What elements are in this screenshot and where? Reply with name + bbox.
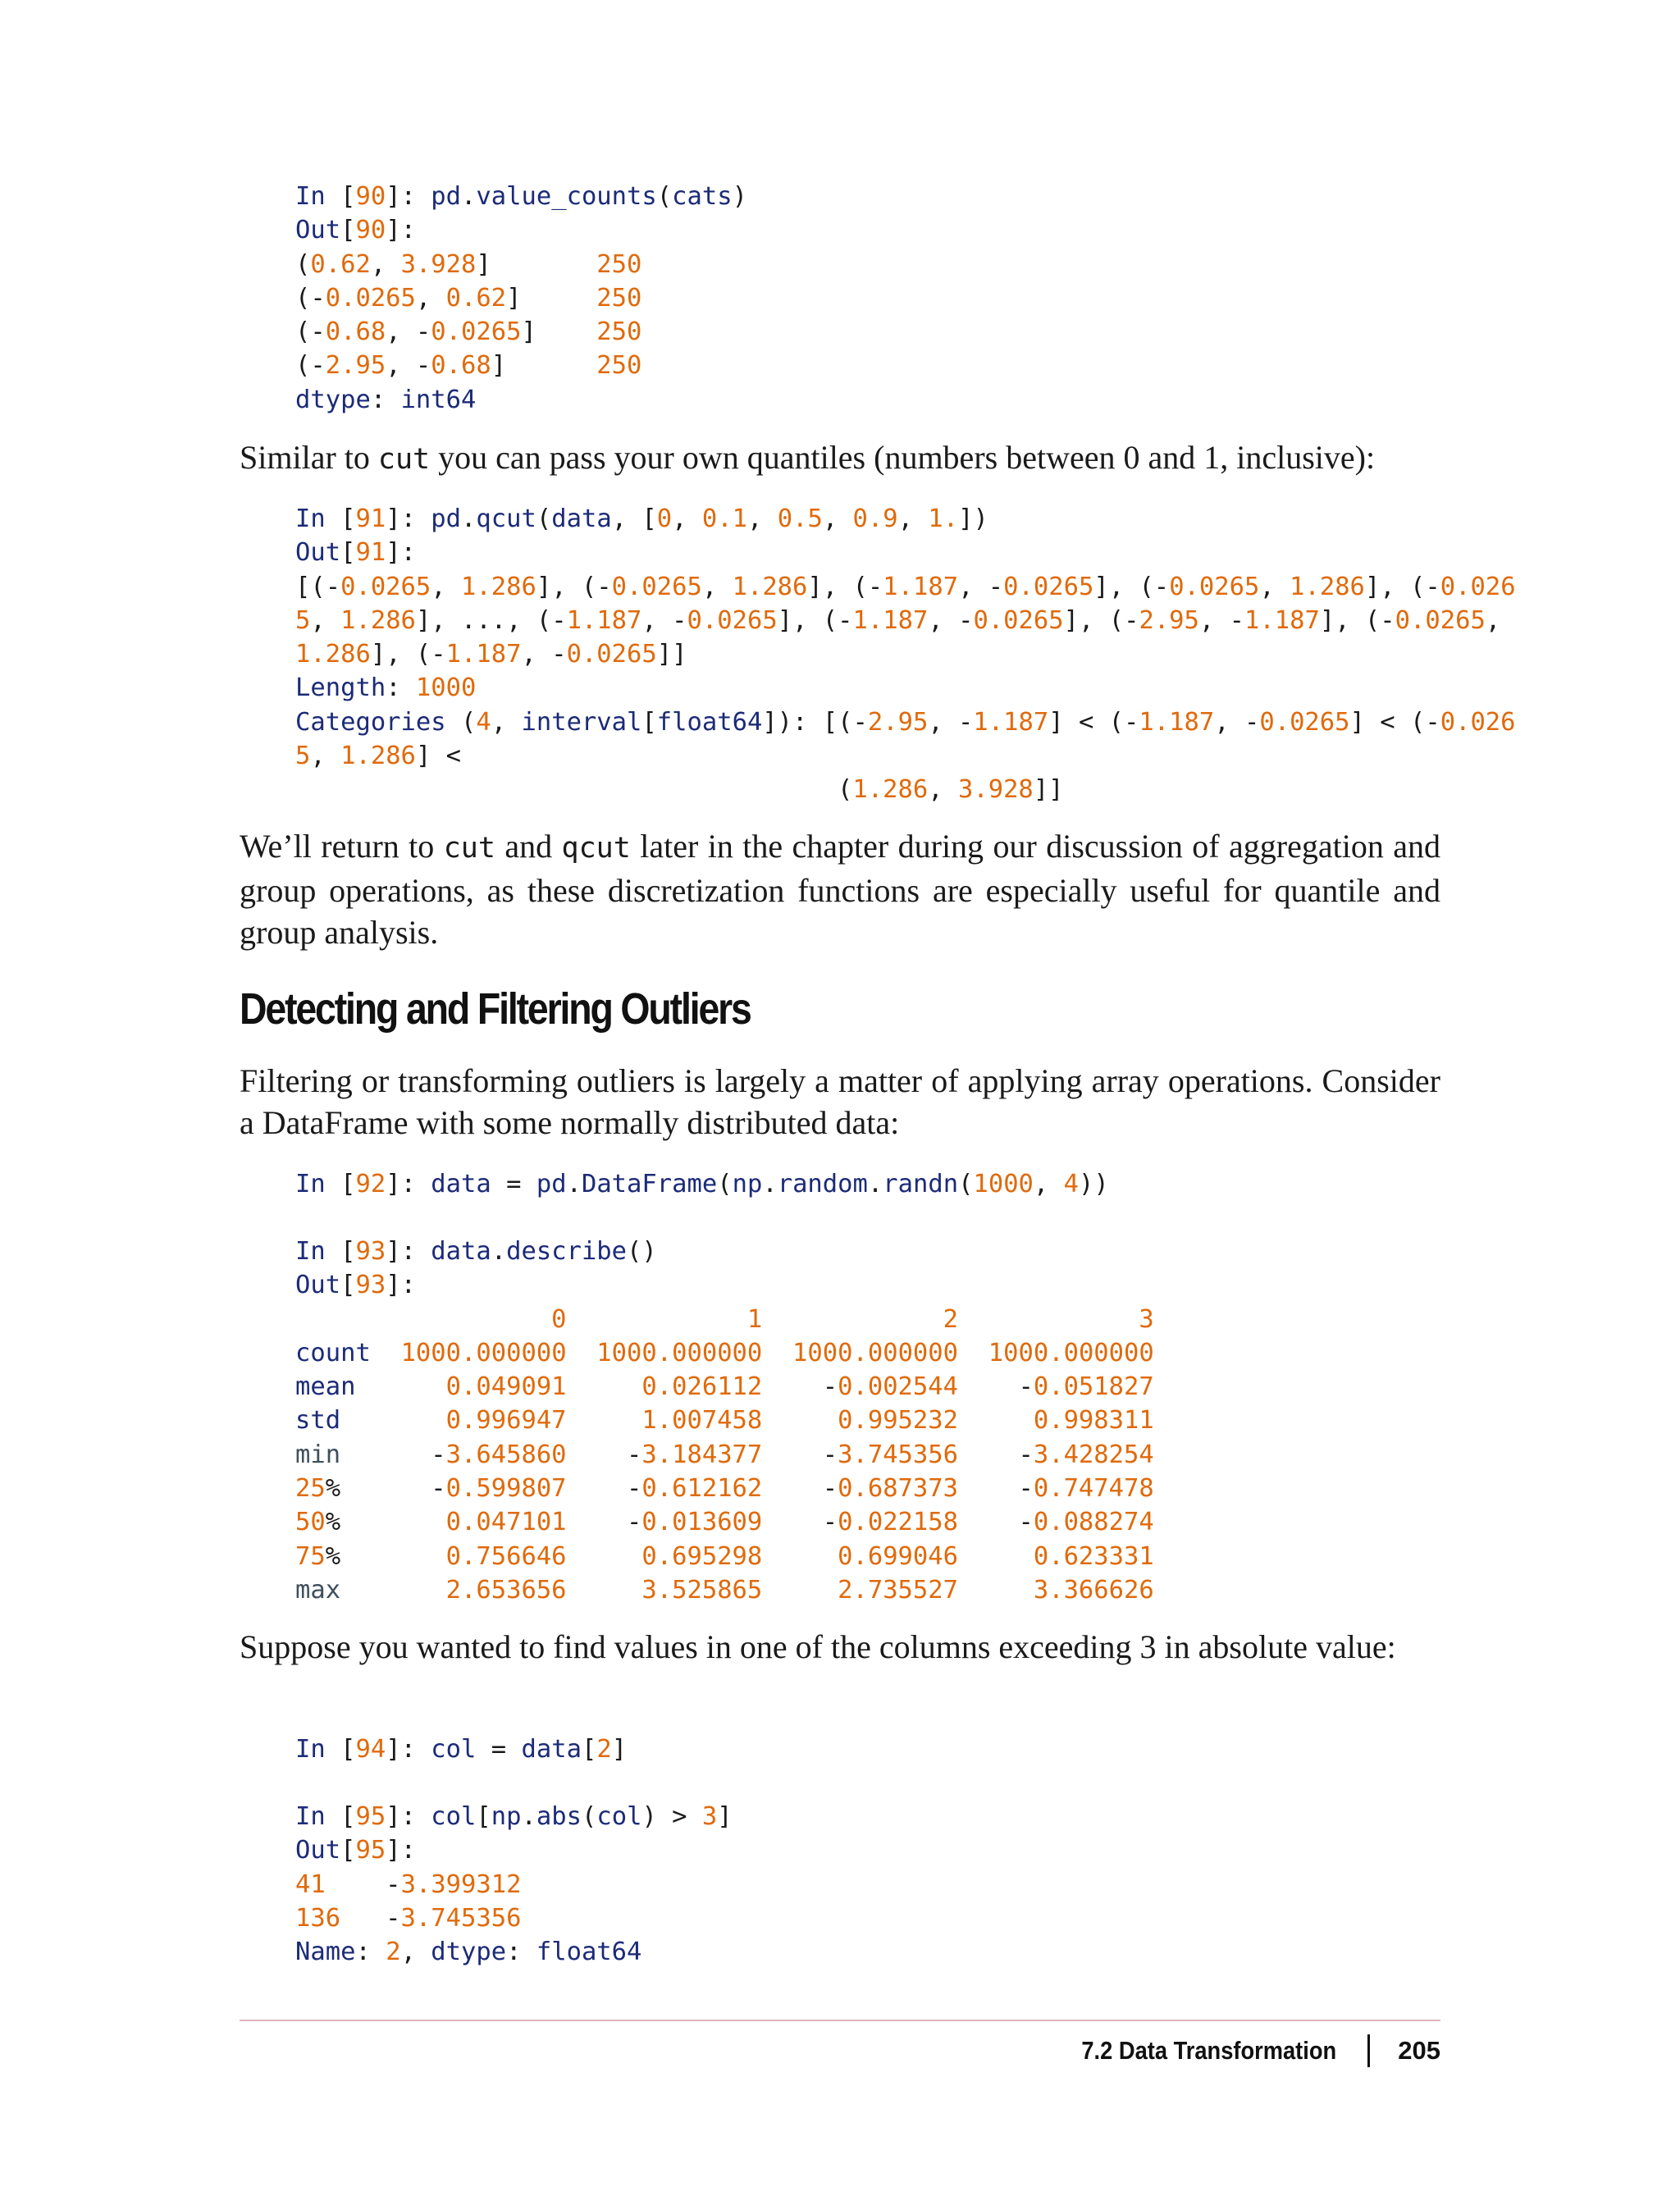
code-block: In [94]: col = data[2] (295, 1735, 628, 1764)
footer-section-title: 7.2 Data Transformation (1081, 2036, 1337, 2065)
inline-code: cut (377, 443, 431, 476)
paragraph: Suppose you wanted to find values in one of the columns exceeding 3 in absolute value: (240, 1628, 1396, 1665)
paragraph: We’ll return to cut and qcut later in the chapter during our discussion of aggregation and group operations, as these discretization functions are especially useful for quantile and group analysis. (240, 828, 1441, 951)
section-heading: Detecting and Filtering Outliers (240, 984, 751, 1034)
footer-divider (240, 2020, 1440, 2021)
code-block: In [95]: col[np.abs(col) > 3] Out[95]: 41 -3.399312 136 -3.745356 Name: 2, dtype: float64 (295, 1802, 733, 1967)
page-footer (1047, 2028, 1440, 2074)
code-block: In [93]: data.describe() Out[93]: 0 1 2 3 count 1000.000000 1000.000000 1000.000000 1000.000000 mean 0.049091 0.026112 -0.002544 -0.051827 std 0.996947 1.007458 0.995232 0.998311 min -3.645860 -3.184377 -3.745356 -3.428254 25% -0.599807 -0.612162 -0.687373 -0.747478 50% 0.047101 -0.013609 -0.022158 -0.088274 75% 0.756646 0.695298 0.699046 0.623331 max 2.653656 3.525865 2.735527 3.366626 (295, 1237, 1154, 1605)
paragraph: Similar to cut you can pass your own quantiles (numbers between 0 and 1, inclusive): (240, 439, 1376, 476)
inline-code: qcut (561, 832, 631, 865)
inline-code: cut (443, 832, 495, 865)
code-block: In [90]: pd.value_counts(cats) Out[90]: (0.62, 3.928] 250 (-0.0265, 0.62] 250 (-0.68, -0.0265] 250 (-2.95, -0.68] 250 dtype: int64 (295, 182, 747, 414)
footer-separator (1367, 2034, 1370, 2067)
paragraph: Filtering or transforming outliers is largely a matter of applying array operations. Consider a DataFrame with some normally distributed data: (240, 1062, 1440, 1141)
page-number: 205 (1398, 2036, 1440, 2065)
code-block: In [91]: pd.qcut(data, [0, 0.1, 0.5, 0.9, 1.]) Out[91]: [(-0.0265, 1.286], (-0.0265, 1.286], (-1.187, -0.0265], (-0.0265, 1.286], (-0.026 5, 1.286], ..., (-1.187, -0.0265], (-1.187, -0.0265], (-2.95, -1.187], (-0.0265, 1.286], (-1.187, -0.0265]] Length: 1000 Categories (4, interval[float64]): [(-2.95, -1.187] < (-1.187, -0.0265] < (-0.026 5, 1.286] < (1.286, 3.928]] (295, 504, 1516, 805)
code-block: In [92]: data = pd.DataFrame(np.random.randn(1000, 4)) (295, 1170, 1109, 1198)
